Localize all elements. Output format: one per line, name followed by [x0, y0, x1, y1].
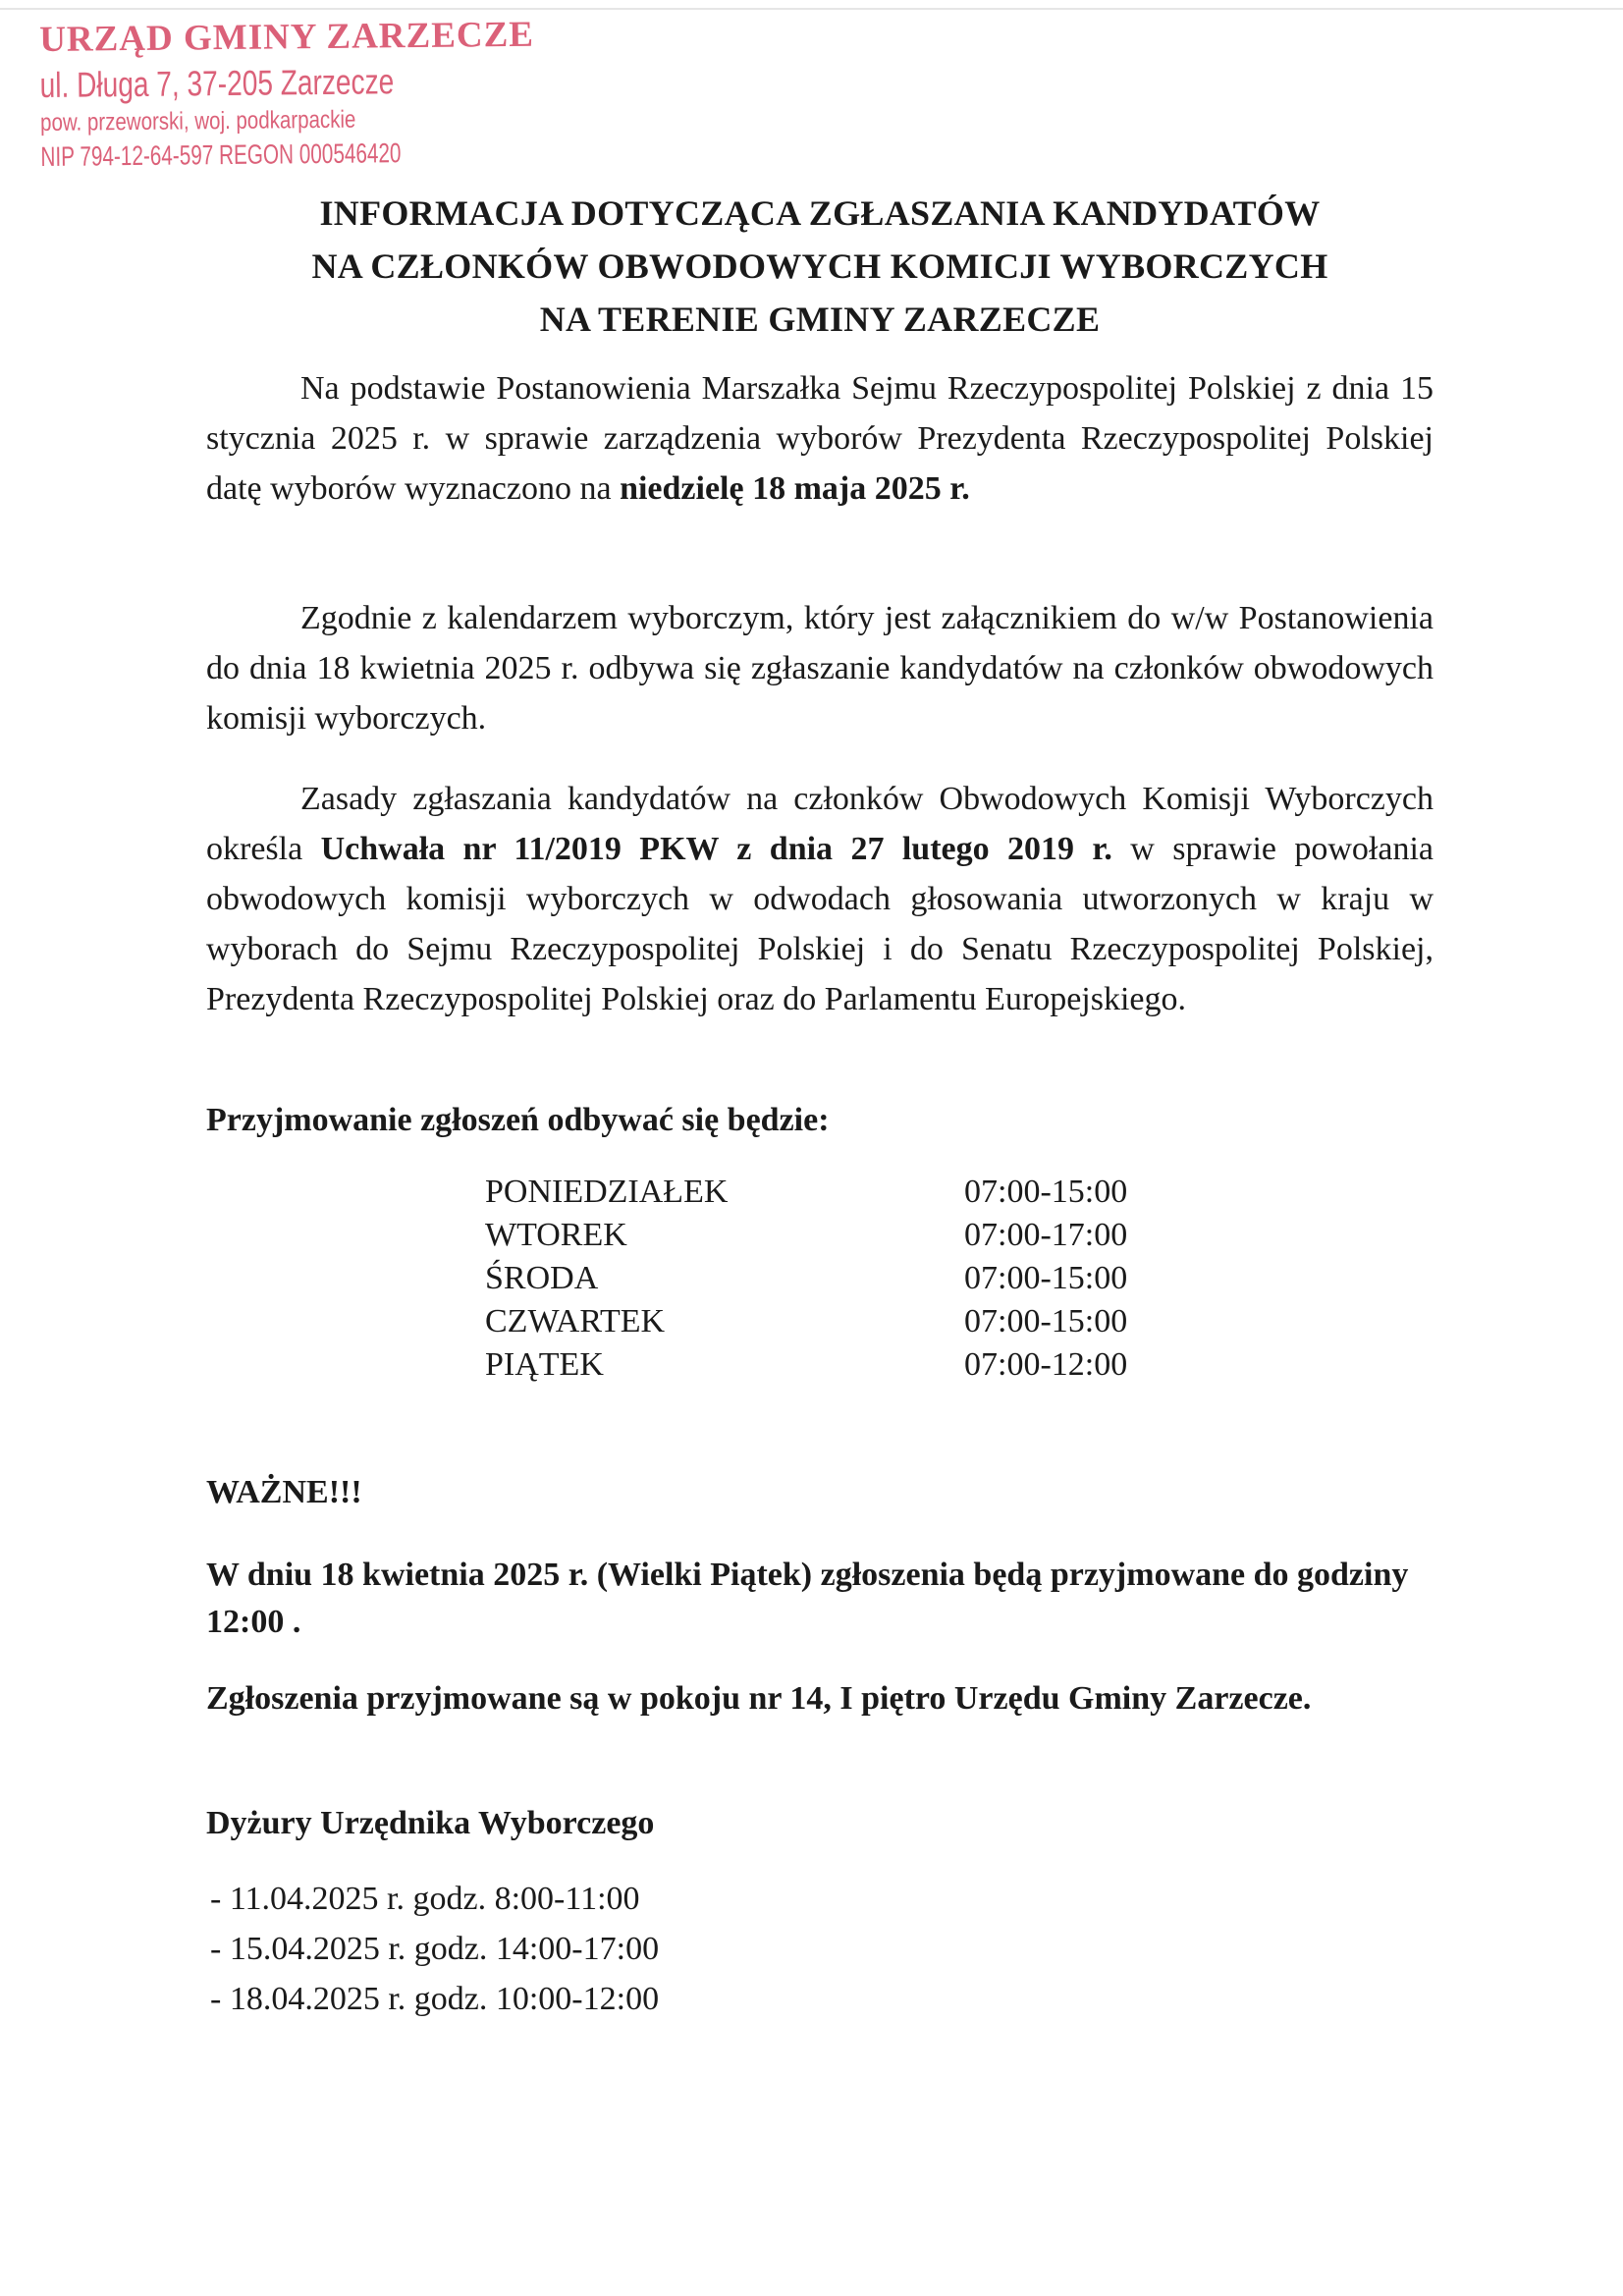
office-stamp [38, 14, 535, 172]
paragraph-rules-text: Zasady zgłaszania kandydatów na członków Obwodowych Komisji Wyborczych określa [206, 781, 1434, 867]
duty-item: - 11.04.2025 r. godz. 8:00-11:00 [210, 1881, 640, 1917]
duty-item: - 18.04.2025 r. godz. 10:00-12:00 [210, 1981, 660, 2017]
election-date-highlight: niedzielę 18 maja 2025 r. [620, 470, 970, 507]
schedule-hours: 07:00-15:00 [964, 1303, 1128, 1339]
schedule-row [485, 1300, 1127, 1343]
schedule-day: CZWARTEK [485, 1303, 666, 1339]
schedule-row [485, 1343, 1127, 1387]
schedule-day: PONIEDZIAŁEK [485, 1174, 729, 1210]
schedule-day: ŚRODA [485, 1260, 599, 1296]
duty-item: - 15.04.2025 r. godz. 14:00-17:00 [210, 1931, 660, 1967]
stamp-line-ids: NIP 794-12-64-597 REGON 000546420 [40, 137, 402, 172]
resolution-reference: Uchwała nr 11/2019 PKW z dnia 27 lutego 2019 r. [320, 831, 1112, 867]
duty-heading: Dyżury Urzędnika Wyborczego [206, 1805, 655, 1841]
schedule-hours: 07:00-12:00 [964, 1346, 1128, 1383]
schedule-heading: Przyjmowanie zgłoszeń odbywać się będzie: [206, 1102, 830, 1138]
important-label: WAŻNE!!! [206, 1474, 362, 1510]
schedule-hours: 07:00-17:00 [964, 1217, 1128, 1253]
stamp-line-office: URZĄD GMINY ZARZECZE [38, 14, 535, 60]
schedule-hours: 07:00-15:00 [964, 1260, 1128, 1296]
paragraph-rules [206, 774, 1434, 1024]
paragraph-rules-tail: w sprawie powołania obwodowych komisji wyborczych w odwodach głosowania utworzonych w kraju w wyborach do Sejmu Rzeczypospolitej Polskiej i do Senatu Rzeczypospolitej Polskiej, Prezydenta Rzeczypospolitej Polskiej oraz do Parlamentu Europejskiego. [206, 831, 1434, 1017]
duty-list [210, 1874, 659, 2024]
document-title [196, 187, 1443, 346]
schedule-day: WTOREK [485, 1217, 627, 1253]
schedule-hours: 07:00-15:00 [964, 1174, 1128, 1210]
paragraph-election-date [206, 363, 1434, 514]
paragraph-calendar [206, 593, 1434, 743]
title-line-3: NA TERENIE GMINY ZARZECZE [539, 300, 1101, 339]
scan-edge-line [0, 8, 1623, 10]
paragraph-election-date-text: Na podstawie Postanowienia Marszałka Sejmu Rzeczypospolitej Polskiej z dnia 15 stycznia 2025 r. w sprawie zarządzenia wyborów Prezydenta Rzeczypospolitej Polskiej datę wyborów wyznaczono na [206, 370, 1434, 507]
schedule-day: PIĄTEK [485, 1346, 604, 1383]
paragraph-calendar-text: Zgodnie z kalendarzem wyborczym, który jest załącznikiem do w/w Postanowienia do dnia 18 kwietnia 2025 r. odbywa się zgłaszanie kandydatów na członków obwodowych komisji wyborczych. [206, 600, 1434, 737]
schedule-table [485, 1171, 1127, 1387]
schedule-row [485, 1257, 1127, 1300]
stamp-line-region: pow. przeworski, woj. podkarpackie [39, 105, 356, 137]
schedule-row [485, 1214, 1127, 1257]
location-notice: Zgłoszenia przyjmowane są w pokoju nr 14, I piętro Urzędu Gminy Zarzecze. [206, 1680, 1312, 1717]
stamp-line-address: ul. Długa 7, 37-205 Zarzecze [39, 61, 395, 105]
title-line-1: INFORMACJA DOTYCZĄCA ZGŁASZANIA KANDYDATÓW [319, 193, 1321, 233]
schedule-row [485, 1171, 1127, 1214]
important-notice: W dniu 18 kwietnia 2025 r. (Wielki Piątek) zgłoszenia będą przyjmowane do godziny 12:00 . [206, 1557, 1409, 1640]
title-line-2: NA CZŁONKÓW OBWODOWYCH KOMICJI WYBORCZYCH [311, 246, 1328, 286]
